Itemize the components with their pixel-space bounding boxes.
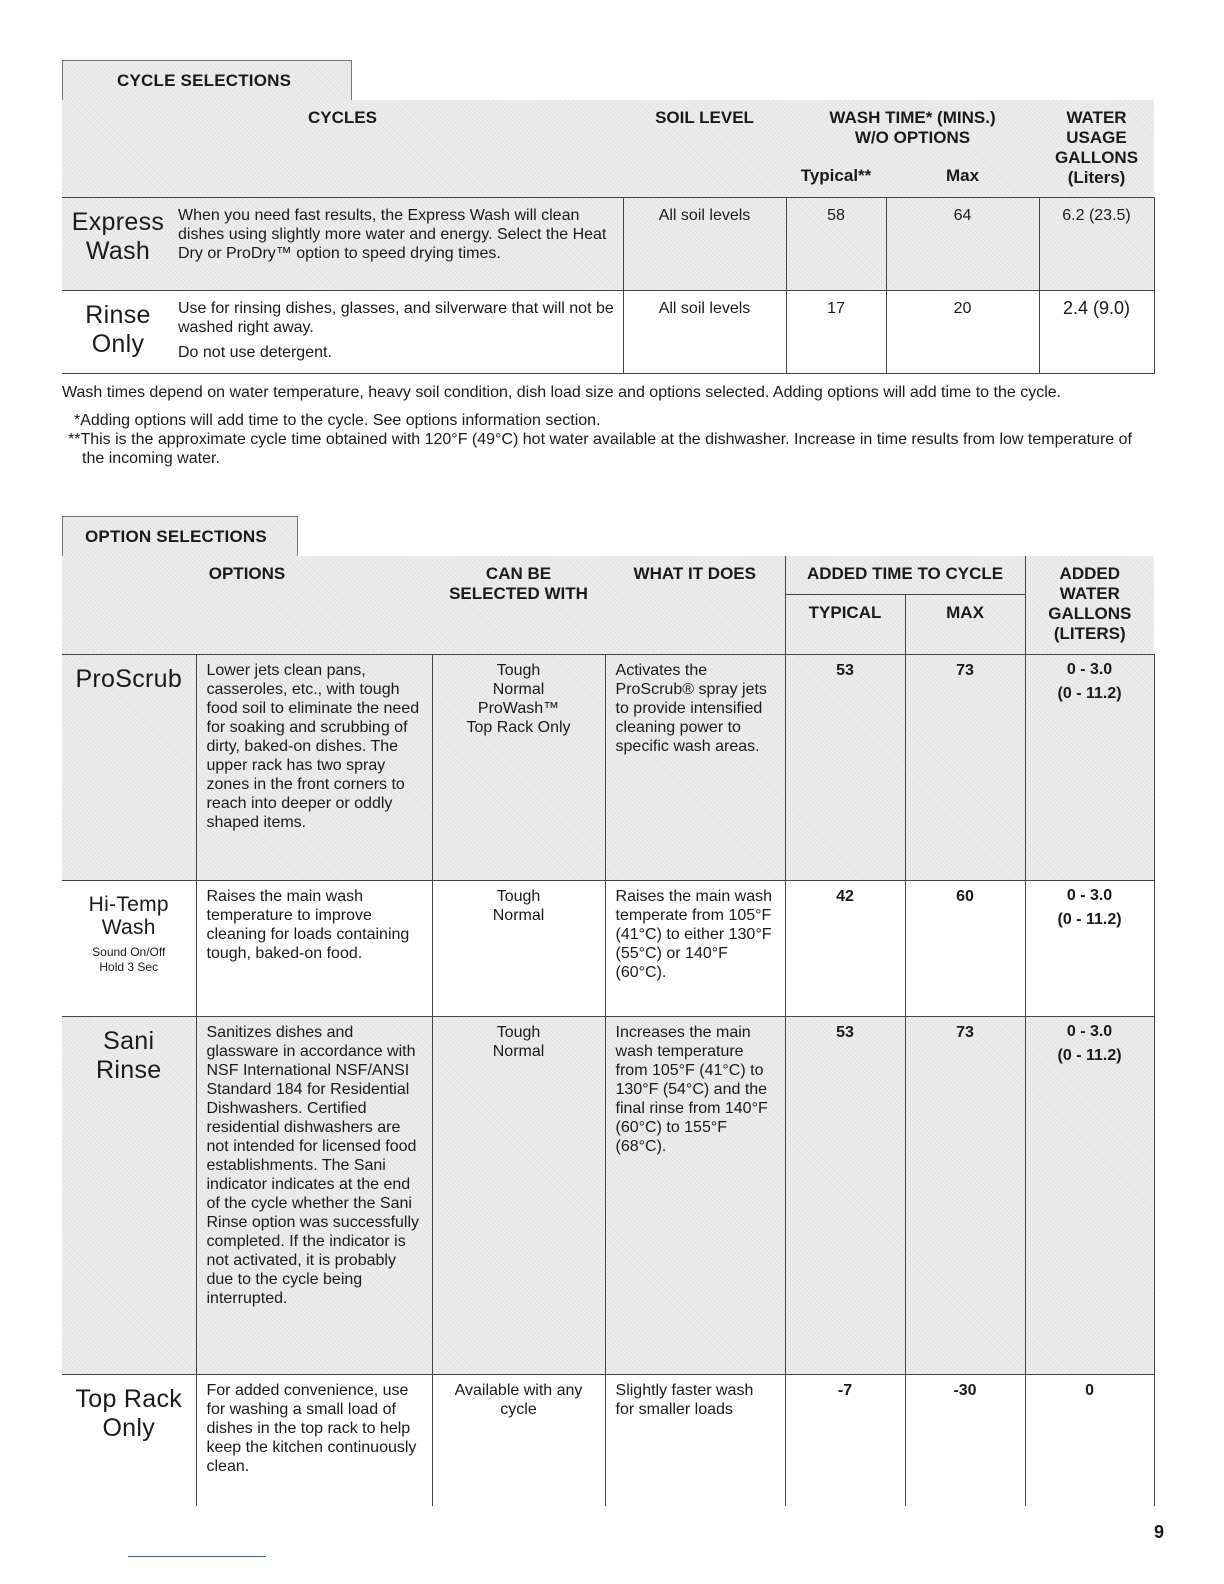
- cycle-name-line2: Only: [91, 329, 145, 358]
- cycle-soil-level: All soil levels: [623, 290, 786, 373]
- water-usage-header: [1039, 100, 1154, 197]
- wash-time-header: [786, 100, 1039, 197]
- option-name-sub-line1: Sound On/Off: [92, 944, 166, 959]
- cycle-name: [62, 290, 174, 373]
- added-water-header: [1025, 556, 1154, 654]
- cycle-selections-title: CYCLE SELECTIONS: [117, 71, 292, 90]
- cycle-name-line1: Express: [71, 207, 165, 236]
- option-what-it-does: Slightly faster wash for smaller loads: [605, 1374, 785, 1506]
- option-selected-with: [432, 1374, 605, 1506]
- water-usage-header-line1: WATER: [1066, 108, 1127, 127]
- option-water-gallons: 0: [1085, 1381, 1094, 1399]
- option-max-time: 73: [905, 1016, 1025, 1374]
- option-row-sani-rinse: [62, 1016, 1154, 1374]
- option-description: Sanitizes dishes and glassware in accordance with NSF International NSF/ANSI Standard 184 for Residential Dishwashers. Certified residential dishwashers are not intended for licensed food establishments. The Sani indicator indicates at the end of the cycle whether the Sani Rinse option was successfully completed. If the indicator is not activated, it is probably due to the cycle being interrupted.: [196, 1016, 432, 1374]
- added-water-header-line3: GALLONS: [1048, 604, 1132, 623]
- option-water-gallons: 0 - 3.0: [1066, 1022, 1113, 1040]
- page-number: 9: [1153, 1522, 1164, 1542]
- option-name-line1: Sani: [103, 1026, 155, 1055]
- cycle-note-star: *Adding options will add time to the cycle. See options information section.: [74, 412, 601, 429]
- cycle-row-express-wash: [62, 197, 1154, 290]
- wash-time-header-line1: WASH TIME* (MINS.): [829, 108, 996, 127]
- option-water-liters: (0 - 11.2): [1057, 684, 1122, 702]
- option-description: Raises the main wash temperature to improve cleaning for loads containing tough, baked-on food.: [196, 880, 432, 1016]
- cycle-water-usage: 6.2 (23.5): [1039, 197, 1154, 290]
- option-water-gallons: 0 - 3.0: [1066, 886, 1113, 904]
- typical-header: TYPICAL: [785, 594, 905, 654]
- option-name-line2: Rinse: [96, 1055, 162, 1084]
- cycle-selections-tab: [62, 60, 352, 100]
- water-usage-header-line3: GALLONS: [1054, 148, 1139, 167]
- options-header: OPTIONS: [208, 564, 286, 583]
- option-selected-with-1: Tough: [496, 1023, 541, 1041]
- option-description: Lower jets clean pans, casseroles, etc., with tough food soil to eliminate the need for soaking and scrubbing of dirty, baked-on dishes. The upper rack has two spray zones in the front corners to reach into deeper or oddly shaped items.: [196, 654, 432, 880]
- cycle-note-double-star: **This is the approximate cycle time obtained with 120°F (49°C) hot water available at the dishwasher. Increase in time results from low temperature of the incoming water.: [68, 431, 1132, 467]
- option-row-hi-temp-wash: [62, 880, 1154, 1016]
- option-name-sub: [72, 945, 186, 975]
- option-name-line1: ProScrub: [75, 664, 183, 693]
- option-max-time: 60: [905, 880, 1025, 1016]
- option-water-liters: (0 - 11.2): [1057, 1046, 1122, 1064]
- option-typical-time: -7: [785, 1374, 905, 1506]
- option-added-water: [1025, 654, 1154, 880]
- option-typical-time: 42: [785, 880, 905, 1016]
- option-selections-tab: [62, 516, 298, 556]
- option-name-sub-line2: Hold 3 Sec: [99, 959, 159, 974]
- added-water-header-line2: WATER: [1059, 584, 1120, 603]
- option-selected-with-2: Normal: [492, 906, 545, 924]
- can-be-selected-header-line2: SELECTED WITH: [449, 584, 588, 603]
- cycle-typical-time: 17: [786, 290, 886, 373]
- option-max-time: -30: [905, 1374, 1025, 1506]
- cycle-note-main: Wash times depend on water temperature, heavy soil condition, dish load size and options selected. Adding options will add time to the cycle.: [62, 384, 1062, 401]
- cycle-description: [174, 290, 623, 373]
- option-selected-with: [432, 1016, 605, 1374]
- option-description: For added convenience, use for washing a small load of dishes in the top rack to help keep the kitchen continuously clean.: [196, 1374, 432, 1506]
- option-selected-with: [432, 654, 605, 880]
- option-max-time: 73: [905, 654, 1025, 880]
- option-name-line2: Only: [102, 1413, 156, 1442]
- cycle-selections-table: [62, 100, 1155, 374]
- cycle-name-line1: Rinse: [85, 300, 151, 329]
- option-name-line1: Hi-Temp: [88, 892, 169, 916]
- option-selected-with-1: Tough: [496, 661, 541, 679]
- option-selected-with-2: Normal: [492, 680, 545, 698]
- option-row-proscrub: [62, 654, 1154, 880]
- option-selected-with: [432, 880, 605, 1016]
- option-name: [62, 880, 196, 1016]
- cycle-typical-time: 58: [786, 197, 886, 290]
- max-header: MAX: [905, 594, 1025, 654]
- water-usage-header-line4: (Liters): [1067, 168, 1126, 187]
- soil-level-header: SOIL LEVEL: [655, 108, 754, 127]
- water-usage-header-line2: USAGE: [1066, 128, 1127, 147]
- cycle-description-line2: Do not use detergent.: [178, 343, 332, 361]
- cycle-soil-level: All soil levels: [623, 197, 786, 290]
- can-be-selected-header-line1: CAN BE: [485, 564, 552, 583]
- cycle-max-time: 64: [886, 197, 1039, 290]
- cycle-row-rinse-only: [62, 290, 1154, 373]
- can-be-selected-header: [432, 556, 605, 654]
- option-name-line1: Top Rack: [75, 1384, 183, 1413]
- cycle-water-usage: 2.4 (9.0): [1039, 290, 1154, 373]
- cycle-name: [62, 197, 174, 290]
- option-row-top-rack-only: [62, 1374, 1154, 1506]
- option-what-it-does: Raises the main wash temperate from 105°F (41°C) to either 130°F (55°C) or 140°F (60°C).: [605, 880, 785, 1016]
- option-selected-with-1: Available with any cycle: [454, 1381, 583, 1418]
- cycle-max-time: 20: [886, 290, 1039, 373]
- max-header: Max: [945, 166, 980, 185]
- option-name: [62, 654, 196, 880]
- option-water-gallons: 0 - 3.0: [1066, 660, 1113, 678]
- cycle-description-line1: Use for rinsing dishes, glasses, and silverware that will not be washed right away.: [178, 299, 614, 336]
- footer-rule: [128, 1556, 266, 1557]
- cycle-name-line2: Wash: [85, 236, 151, 265]
- option-typical-time: 53: [785, 1016, 905, 1374]
- added-water-header-line4: (LITERS): [1053, 624, 1126, 643]
- option-name-line2: Wash: [101, 915, 156, 939]
- option-selections-table: [62, 556, 1155, 1506]
- option-added-water: [1025, 1374, 1154, 1506]
- added-time-header: ADDED TIME TO CYCLE: [785, 556, 1025, 594]
- option-name: [62, 1374, 196, 1506]
- option-selected-with-2: Normal: [492, 1042, 545, 1060]
- option-name: [62, 1016, 196, 1374]
- cycle-description: When you need fast results, the Express Wash will clean dishes using slightly more water and energy. Select the Heat Dry or ProDry™ option to speed drying times.: [174, 197, 623, 290]
- added-water-header-line1: ADDED: [1059, 564, 1120, 583]
- wash-time-header-line2: W/O OPTIONS: [854, 128, 971, 147]
- cycle-notes: [62, 383, 1152, 468]
- option-added-water: [1025, 1016, 1154, 1374]
- cycles-header: CYCLES: [308, 108, 377, 127]
- option-header-row-1: [62, 556, 1154, 594]
- option-selections-title: OPTION SELECTIONS: [85, 527, 267, 546]
- option-selected-with-4: Top Rack Only: [466, 718, 571, 736]
- option-selected-with-1: Tough: [496, 887, 541, 905]
- option-what-it-does: Increases the main wash temperature from 105°F (41°C) to 130°F (54°C) and the final rinse from 140°F (60°C) to 155°F (68°C).: [605, 1016, 785, 1374]
- option-typical-time: 53: [785, 654, 905, 880]
- cycle-header-row: [62, 100, 1154, 197]
- option-added-water: [1025, 880, 1154, 1016]
- what-it-does-header: WHAT IT DOES: [633, 564, 756, 583]
- option-what-it-does: Activates the ProScrub® spray jets to provide intensified cleaning power to specific wash areas.: [605, 654, 785, 880]
- typical-header: Typical**: [800, 166, 872, 185]
- option-water-liters: (0 - 11.2): [1057, 910, 1122, 928]
- option-selected-with-3: ProWash™: [477, 699, 560, 717]
